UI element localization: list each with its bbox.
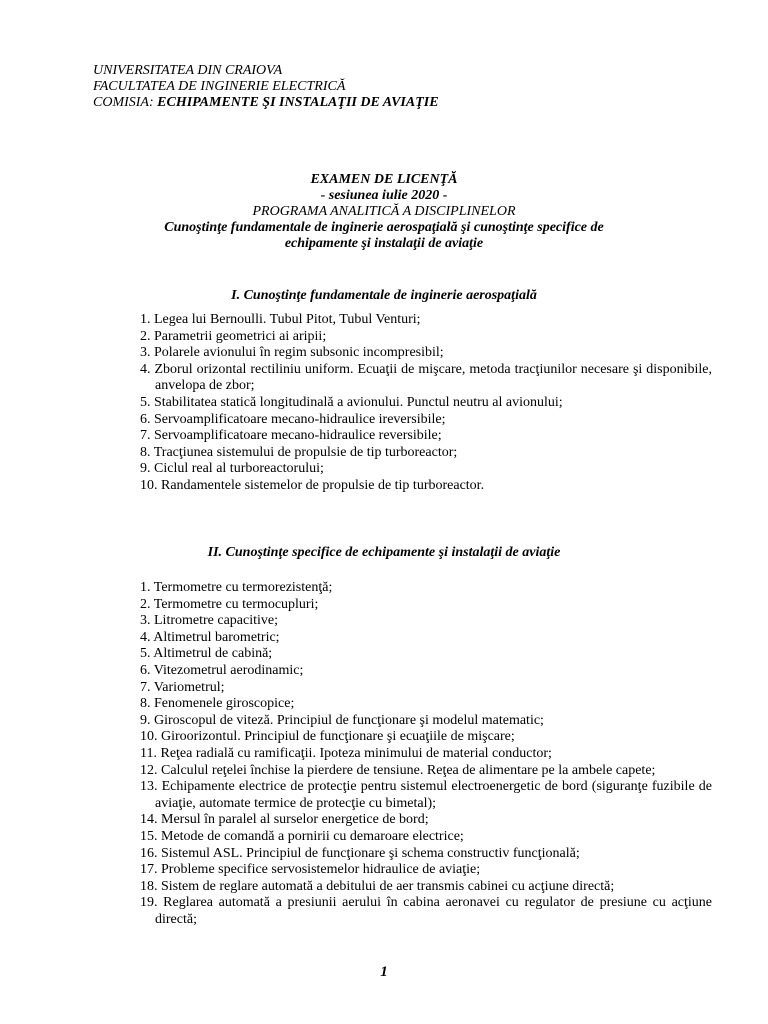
list-item: 13. Echipamente electrice de protecţie pentru sistemul electroenergetic de bord (siguranţe fuzibile de aviaţie, automate termice de protecţie cu bimetal); [140,779,712,811]
section-1-list [140,312,712,495]
program-title: PROGRAMA ANALITICĂ A DISCIPLINELOR [252,204,516,219]
list-item: 6. Vitezometrul aerodinamic; [140,662,304,678]
list-item: 5. Altimetrul de cabină; [140,646,273,662]
list-item: 10. Giroorizontul. Principiul de funcţionare şi ecuaţiile de mişcare; [140,729,515,745]
page-number: 1 [380,964,388,980]
subtitle-line-1: Cunoştinţe fundamentale de inginerie aerospaţială şi cunoştinţe specifice de [164,220,604,235]
faculty-name: FACULTATEA DE INGINERIE ELECTRICĂ [93,79,346,94]
university-name: UNIVERSITATEA DIN CRAIOVA [93,63,283,78]
list-item: 2. Termometre cu termocupluri; [140,596,319,612]
list-item: 6. Servoamplificatoare mecano-hidraulice ireversibile; [140,411,446,427]
section-1-title: I. Cunoştinţe fundamentale de inginerie aerospaţială [231,288,537,303]
list-item: 4. Altimetrul barometric; [140,629,280,645]
list-item: 2. Parametrii geometrici ai aripii; [140,328,327,344]
list-item: 19. Reglarea automată a presiunii aerului în cabina aeronavei cu regulator de presiune cu acţiune directă; [140,895,712,927]
list-item: 9. Ciclul real al turboreactorului; [140,461,324,477]
subtitle-line-2: echipamente şi instalaţii de aviaţie [284,236,484,251]
list-item: 9. Giroscopul de viteză. Principiul de funcţionare şi modelul matematic; [140,712,544,728]
section-2-list [140,580,712,928]
list-item: 10. Randamentele sistemelor de propulsie de tip turboreactor. [140,477,485,493]
exam-title: EXAMEN DE LICENŢĂ [310,172,458,187]
list-item: 18. Sistem de reglare automată a debitului de aer transmis cabinei cu acţiune directă; [140,878,615,894]
list-item: 8. Tracţiunea sistemului de propulsie de tip turboreactor; [140,444,458,460]
list-item: 8. Fenomenele giroscopice; [140,696,295,712]
list-item: 16. Sistemul ASL. Principiul de funcţionare şi schema constructiv funcţională; [140,845,580,861]
list-item: 3. Litrometre capacitive; [140,613,278,629]
list-item: 15. Metode de comandă a pornirii cu demaroare electrice; [140,828,464,844]
list-item: 1. Legea lui Bernoulli. Tubul Pitot, Tubul Venturi; [140,312,421,327]
section-2-title: II. Cunoştinţe specifice de echipamente şi instalaţii de aviaţie [207,545,561,560]
list-item: 11. Reţea radială cu ramificaţii. Ipoteza minimului de material conductor; [140,745,552,761]
list-item: 17. Probleme specifice servosistemelor hidraulice de aviaţie; [140,862,481,878]
list-item: 14. Mersul în paralel al surselor energetice de bord; [140,812,429,828]
commission-label: COMISIA: [93,95,158,110]
list-item: 7. Variometrul; [140,679,225,695]
exam-session: - sesiunea iulie 2020 - [320,188,448,203]
exam-heading [0,172,768,252]
commission-line [93,95,439,111]
commission-name: ECHIPAMENTE ŞI INSTALAŢII DE AVIAŢIE [157,95,439,110]
list-item: 3. Polarele avionului în regim subsonic incompresibil; [140,345,444,361]
list-item: 7. Servoamplificatoare mecano-hidraulice reversibile; [140,428,442,444]
list-item: 12. Calculul reţelei închise la pierdere de tensiune. Reţea de alimentare pe la ambele capete; [140,762,656,778]
list-item: 4. Zborul orizontal rectiliniu uniform. Ecuaţii de mişcare, metoda tracţiunilor necesare şi disponibile, anvelopa de zbor; [140,361,712,394]
list-item: 1. Termometre cu termorezistenţă; [140,580,333,595]
list-item: 5. Stabilitatea statică longitudinală a avionului. Punctul neutru al avionului; [140,394,563,410]
institution-header [93,63,439,111]
